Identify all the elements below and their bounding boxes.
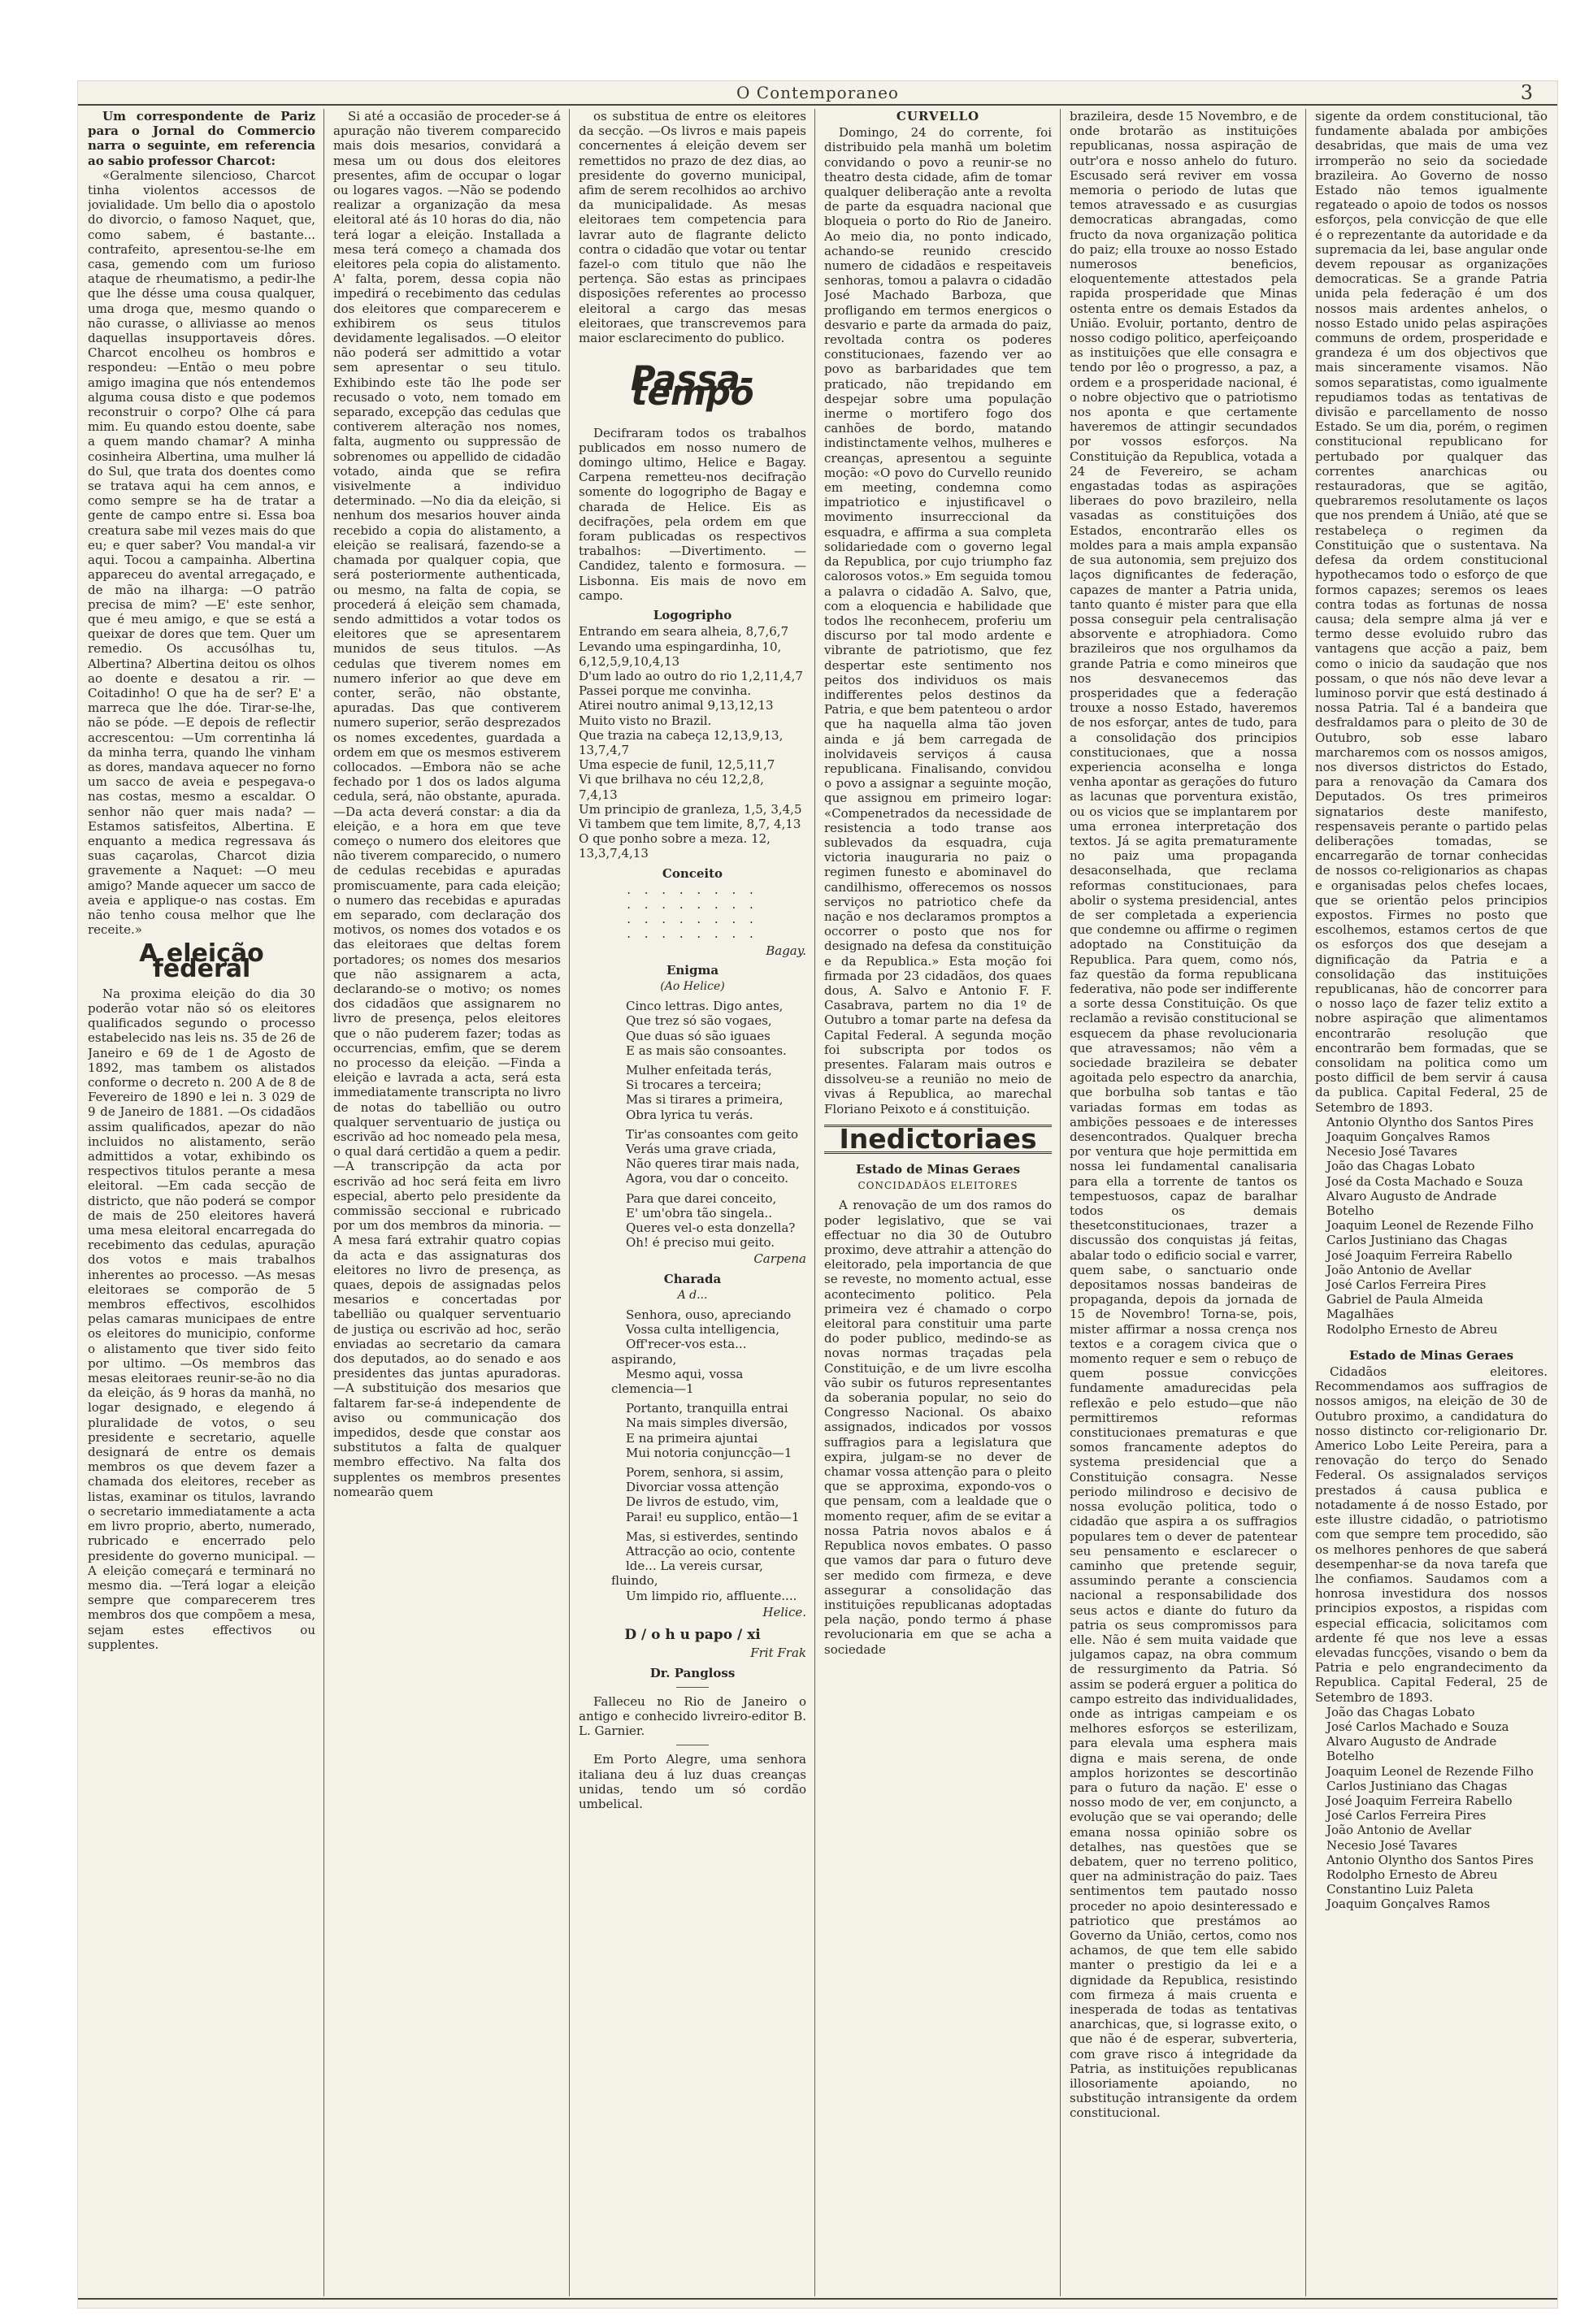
- signatory: João das Chagas Lobato: [1326, 1159, 1475, 1174]
- logogripho-title: Logogripho: [653, 608, 732, 623]
- pangloss-signature: Dr. Pangloss: [649, 1665, 736, 1680]
- charada-line: Parai! eu supplico, então—1: [626, 1509, 800, 1524]
- enigma-line: Mas si tirares a primeira,: [626, 1092, 784, 1108]
- column-1: [88, 109, 315, 2296]
- section-title-passa-tempo: Passa-tempo: [630, 358, 755, 414]
- signatory: Antonio Olyntho dos Santos Pires: [1326, 1114, 1534, 1129]
- logogripho-line: Entrando em seara alheia, 8,7,6,7: [579, 624, 789, 640]
- signatory: Rodolpho Ernesto de Abreu: [1326, 1867, 1498, 1882]
- passa-tempo-intro: Decifraram todos os trabalhos publicados em nosso numero de domingo ultimo, Helice e Bagay. Carpena remetteu-nos decifração somente do logogripho de Bagay e charada de Helice. Eis as decifrações, pela ordem em que foram publicadas os respectivos trabalhos: —Divertimento. —Candidez, talento e formosura. —Lisbonna. Eis mais de novo em campo.: [579, 425, 806, 603]
- enigma-line: E as mais são consoantes.: [626, 1043, 787, 1058]
- signatory: Constantino Luiz Paleta: [1326, 1882, 1474, 1897]
- signatory: José Joaquim Ferreira Rabello: [1326, 1793, 1513, 1808]
- column-6: [1315, 109, 1548, 2296]
- header-rule: [78, 104, 1557, 106]
- garnier-obituary: Falleceu no Rio de Janeiro o antigo e conhecido livreiro-editor B. L. Garnier.: [579, 1693, 806, 1739]
- logogripho-line: Vi que brilhava no céu 12,2,8, 7,4,13: [579, 772, 764, 802]
- column-2: [333, 109, 561, 2296]
- eleicao-federal-body: Na proxima eleição do dia 30 poderão votar não só os eleitores qualificados segundo o processo estabelecido nas leis ns. 35 de 26 de Janeiro e 69 de 1 de Agosto de 1892, mas tambem os alistados conforme o decreto n. 200 A de 8 de Fevereiro de 1890 e lei n. 3 029 de 9 de Janeiro de 1881. —Os cidadãos assim qualificados, apezar do não incluidos no alistamento, serão admittidos a votar, exhibindo os respectivos titulos perante a mesa eleitoral. —Em cada secção de districto, que não poderá se compor de mais de 250 eleitores haverá uma mesa eleitoral encarregada do recebimento das cedulas, apuração dos votos e mais trabalhos inherentes ao processo. —As mesas eleitoraes se comporão de 5 membros effectivos, escolhidos pelas camaras municipaes de entre os eleitores do municipio, conforme o alistamento que tiver sido feito por ultimo. —Os membros das mesas eleitoraes reunir-se-ão no dia da eleição, ás 9 horas da manhã, no logar designado, e elegendo á pluralidade de votos, o seu presidente e secretario, aquelle designará de entre os demais membros os que devem fazer a chamada dos eleitores, receber as listas, examinar os titulos, lavrando o secretario immediatamente a acta em livro proprio, aberto, numerado, rubricado e encerrado pelo presidente do governo municipal. —A eleição começará e terminará no mesmo dia. —Terá logar a eleição sempre que comparecerem tres membros dos que compõem a mesa, sejam estes effectivos ou supplentes.: [88, 986, 315, 1652]
- logogripho-line: Vi tambem que tem limite, 8,7, 4,13: [579, 816, 801, 831]
- charada-line: Off'recer-vos esta... aspirando,: [611, 1337, 747, 1367]
- enigma-line: Verás uma grave criada,: [626, 1142, 776, 1156]
- charada-line: Attracção ao ocio, contente: [626, 1544, 796, 1559]
- senate-candidacy-body: Cidadãos eleitores. Recommendamos aos suffragios de nossos amigos, na eleição de 30 de Outubro proximo, a candidatura do nosso distincto cor-religionario Dr. Americo Lobo Leite Pereira, para a renovação do terço do Senado Federal. Os assignalados serviços prestados á causa publica e notadamente á de nosso Estado, por este illustre cidadão, o patriotismo com que sempre tem procedido, são os melhores penhores de que saberá desempenhar-se da nova tarefa que lhe confiamos. Saudamos com a honrosa investidura dos nossos principios expostos, a rispidas com especial efficacia, solicitamos com ardente fé que nos leve a essas elevadas funcções, visando o bem da Patria e pelo engrandecimento da Republica. Capital Federal, 25 de Setembro de 1893.: [1315, 1364, 1548, 1705]
- enigma-subtitle: (Ao Helice): [660, 979, 725, 993]
- charcot-intro: Um correspondente de Pariz para o Jornal do Commercio narra o seguinte, em referencia ao sabio professor Charcot:: [88, 109, 315, 168]
- charada-line: Portanto, tranquilla entrai: [626, 1401, 788, 1416]
- conceito-signature: Bagay.: [766, 943, 806, 958]
- charada-line: Mesmo aqui, vossa clemencia—1: [611, 1366, 744, 1397]
- signatory: Necesio José Tavares: [1326, 1837, 1457, 1853]
- logogripho-lines: [579, 624, 806, 861]
- signatory: Joaquim Leonel de Rezende Filho: [1326, 1218, 1534, 1234]
- inedictoriaes-subtitle: Estado de Minas Geraes: [855, 1162, 1021, 1177]
- signatories-list-1: [1315, 1115, 1548, 1337]
- signatory: Joaquim Gonçalves Ramos: [1326, 1129, 1491, 1145]
- signatory: João Antonio de Avellar: [1326, 1262, 1472, 1277]
- signatory: João Antonio de Avellar: [1326, 1823, 1472, 1838]
- signatory: Gabriel de Paula Almeida Magalhães: [1326, 1292, 1483, 1322]
- charada-line: E na primeira ajuntai: [626, 1430, 758, 1446]
- charada-line: Um limpido rio, affluente....: [626, 1588, 797, 1603]
- column-3: [579, 109, 806, 2296]
- signatory: Carlos Justiniano das Chagas: [1326, 1233, 1508, 1248]
- conceito-dots: . . . . . . . . . . . . . . . . . . . . . . . . . . . . . . . .: [627, 882, 758, 942]
- logogripho-line: O que ponho sobre a meza. 12, 13,3,7,4,13: [579, 831, 771, 861]
- logogripho-line: Atirei noutro animal 9,13,12,13: [579, 698, 774, 713]
- signatory: Rodolpho Ernesto de Abreu: [1326, 1321, 1498, 1337]
- signatory: José Carlos Ferreira Pires: [1326, 1277, 1487, 1293]
- section-title-minas-geraes: Estado de Minas Geraes: [1348, 1347, 1514, 1363]
- enigma-line: Para que darei conceito,: [626, 1190, 777, 1206]
- charada-line: Vossa culta intelligencia,: [626, 1322, 779, 1338]
- separator: [676, 1687, 709, 1688]
- eleicao-conclusion: os substitua de entre os eleitores da secção. —Os livros e mais papeis concernentes á eleição devem ser remettidos no prazo de dez dias, ao presidente do governo municipal, afim de serem recolhidos ao archivo da municipalidade. As mesas eleitoraes tem competencia para lavrar auto de flagrante delicto contra o cidadão que votar ou tentar fazel-o com titulo que não lhe pertença. São estas as principaes disposições referentes ao processo eleitoral a cargo das mesas eleitoraes, que transcrevemos para maior esclarecimento do publico.: [579, 109, 806, 346]
- logogripho-line: Passei porque me convinha.: [579, 683, 752, 699]
- signatory: José Joaquim Ferreira Rabello: [1326, 1247, 1513, 1263]
- enigma-line: Que duas só são iguaes: [626, 1028, 771, 1043]
- column-rule-2: [569, 109, 570, 2296]
- column-rule-1: [323, 109, 324, 2296]
- picture-puzzle: D / o h u papo / xi: [624, 1627, 761, 1644]
- signatory: João das Chagas Lobato: [1326, 1704, 1475, 1719]
- enigma-line: Obra lyrica tu verás.: [626, 1107, 753, 1122]
- logogripho-line: D'um lado ao outro do rio 1,2,11,4,7: [579, 668, 803, 683]
- signatory: Joaquim Gonçalves Ramos: [1326, 1897, 1491, 1912]
- charada-line: Senhora, ouso, apreciando: [626, 1307, 792, 1323]
- article-title-curvello: CURVELLO: [896, 109, 980, 124]
- charada-line: Mui notoria conjuncção—1: [626, 1445, 792, 1460]
- enigma-title: Enigma: [666, 962, 719, 978]
- signatories-list-2: [1315, 1705, 1548, 1912]
- charcot-story: «Geralmente silencioso, Charcot tinha violentos accessos de jovialidade. Um bello dia o apostolo do divorcio, o famoso Naquet, que, como sabem, é bastante... contrafeito, apresentou-se-lhe em casa, gemendo com um furioso ataque de rheumatismo, a pedir-lhe que lhe désse uma cousa qualquer, uma droga que, mesmo quando o não curasse, o alliviasse ao menos daquellas insupportaveis dôres. Charcot encolheu os hombros e respondeu: —Então o meu pobre amigo imagina que nós entendemos alguma cousa disto e que podemos reconstruir o corpo? Olhe cá para mim. Eu quando estou doente, sabe a quem mando chamar? A minha cosinheira Albertina, uma mulher lá do Sul, que trata dos doentes como se tratava aqui ha cem annos, e como sempre se ha de tratar a gente de campo entre si. Essa boa creatura sabe mil vezes mais do que eu; e quer saber? Vou mandal-a vir aqui. Tocou a campainha. Albertina appareceu do avental arregaçado, e de mão na ilharga: —O patrão precisa de mim? —E' este senhor, que é meu amigo, e que se está a queixar de dores que tem. Quer um remedio. Os accusólhas tu, Albertina? Albertina deitou os olhos ao doente e desatou a rir. —Coitadinho! O que ha de ser? E' a marreca que lhe dóe. Tirar-se-lhe, não se póde. —E depois de reflectir accrescentou: —Um correntinha lá da minha terra, quando lhe vinham as dores, mandava aquecer no forno um sacco de aveia e pespegava-o nas costas, mesmo a escaldar. O senhor não quer mais nada? —Estamos satisfeitos, Albertina. E enquanto a medica regressava ás suas caçarolas, Charcot dizia gravemente a Naquet: —O meu amigo? Mande aquecer um sacco de aveia e applique-o nas costas. Em não tenho cousa melhor que lhe receite.»: [88, 167, 315, 938]
- signatory: Carlos Justiniano das Chagas: [1326, 1778, 1508, 1793]
- signatory: Alvaro Augusto de Andrade Botelho: [1326, 1188, 1497, 1219]
- column-5: [1070, 109, 1297, 2296]
- signatory: Antonio Olyntho dos Santos Pires: [1326, 1852, 1534, 1867]
- enigma-line: Si trocares a terceira;: [626, 1077, 762, 1093]
- enigma-line: E' um'obra tão singela..: [626, 1205, 773, 1221]
- enigma-verses: [579, 999, 806, 1250]
- masthead-title: O Contemporaneo: [736, 83, 899, 102]
- newspaper-page: [78, 81, 1557, 2308]
- inedictoriaes-addressee: CONCIDADÃOS ELEITORES: [857, 1180, 1018, 1192]
- manifesto-continuation: brazileira, desde 15 Novembro, e de onde brotarão as instituições republicanas, nossa aspiração de outr'ora e nosso anhelo do futuro. Escusado será reviver em vossa memoria o periodo de lutas que temos atravessado e as cusurgias democraticas abrangadas, como fructo da nova organização politica do paiz; ella trouxe ao nosso Estado numerosos beneficios, eloquentemente attestados pela rapida prosperidade que Minas ostenta entre os demais Estados da União. Evoluir, portanto, dentro de nosso codigo politico, aperfeiçoando as instituições que elle consagra e tendo por lêo o progresso, a paz, a ordem e a prosperidade nacional, é o nobre objectivo que o patriotismo nos aponta e que certamente haveremos de attingir secundados por vossos esforços. Na Constituição da Republica, votada a 24 de Fevereiro, se acham engastadas todas as aspirações liberaes do povo brazileiro, nella vasadas as constituições dos Estados, encontrarão elles os moldes para a mais ampla expansão de sua autonomia, sem prejuizo dos laços dignificantes de federação, capazes de manter a Patria unida, tanto quanto é mister para que ella possa conseguir pela centralisação absorvente e atrophiadora. Como brazileiros que nos orgulhamos da grande Patria e como mineiros que nos desvanecemos das prosperidades que a federação trouxe a nosso Estado, haveremos de nos esforçar, antes de tudo, para a consolidação dos principios constitucionaes, que a nossa experiencia aconselha e longa venha apontar as gerações do futuro as lacunas que porventura existão, ou os vicios que se implantarem por uma erronea interpretação dos textos. Já se agita prematuramente no paiz uma propaganda desaconselhada, que reclama reformas constitucionaes, para abolir o systema presidencial, antes de ser completada a experiencia que condemne ou affirme o regimen adoptado na Constituição da Republica. Para quem, como nós, faz questão da forma republicana federativa, não pode ser indifferente a sorte dessa Constituição. Os que reclamão a revisão constitucional se esquecem da phase revolucionaria que atravessamos; não vêm a sociedade brazileira se debater agoitada pelo espectro da anarchia, que borbulha sob tantas e tão variadas formas em todas as ambições pessoaes e de interesses desencontrados. Qualquer brecha por ventura que hoje permittida em nossa lei fundamental canalisaria para ella a torrente de tantos os tempestuosos, capaz de baralhar todos os demais thesetconstitucionaes, trazer a discussão dos conquistas já feitas, abalar todo o edificio social e varrer, quem sabe, o sanctuario onde depositamos nossas bandeiras de propaganda, depois da jornada de 15 de Novembro! Torna-se, pois, mister affirmar a nossa crença nos textos e a coragem civica que o momento requer e sem o rebuço de quem possue convicções fundamente amadurecidas pela reflexão e pelo estudo—que não permittiremos reformas constitucionaes prematuras e que somos francamente adeptos do systema presidencial que a Constituição consagra. Nesse periodo milindroso e decisivo de nossa evolução politica, todo o cidadão que aspira a os suffragios populares tem o dever de patentear seu pensamento e esclarecer o caminho que pretende seguir, assumindo perante a consciencia nacional a responsabilidade dos seus actos e diante do futuro da patria os seus compromissos para elle. Não é sem muita vaidade que julgamos capaz, na obra commum de ressurgimento da Patria. Só assim se poderá erguer a politica do campo estreito das individualidades, onde as intrigas campeiam e os melhores esforços se esterilizam, para elevala uma esphera mais digna e mais serena, de onde amplos horizontes se descortinão para o futuro da nação. E' esse o nosso modo de ver, em conjuncto, a evolução que se vai operando; delle emana nossa opinião sobre os detalhes, nas questões que se debatem, quer no terreno politico, quer na administração do paiz. Taes sentimentos tem pautado nosso proceder no apoio desinteressado e patriotico que prestámos ao Governo da União, certos, como nos achamos, de que tem elle sabido manter o prestigio da lei e a dignidade da Republica, resistindo com firmeza á mais cruenta e inesperada de todas as tentativas anarchicas, que, si lograsse exito, o que não é de esperar, subverteria, com grave risco á integridade da Patria, as instituições republicanas illosoriamente apoiando, no substitução intransigente da ordem constitucional.: [1070, 109, 1297, 2121]
- enigma-line: Não queres tirar mais nada,: [626, 1156, 800, 1172]
- enigma-line: Que trez só são vogaes,: [626, 1013, 772, 1029]
- column-rule-5: [1305, 109, 1306, 2296]
- logogripho-line: Um principio de granleza, 1,5, 3,4,5: [579, 801, 802, 817]
- section-title-inedictoriaes: Inedictoriaes: [824, 1125, 1052, 1154]
- charada-subtitle: A d...: [677, 1288, 708, 1302]
- enigma-signature: Carpena: [753, 1251, 806, 1267]
- signatory: Necesio José Tavares: [1326, 1144, 1457, 1160]
- charada-verses: [579, 1307, 806, 1603]
- enigma-line: Queres vel-o esta donzella?: [626, 1221, 796, 1236]
- charada-signature: Helice.: [762, 1604, 806, 1619]
- porto-alegre-note: Em Porto Alegre, uma senhora italiana deu á luz duas creanças unidas, tendo um só cordão umbelical.: [579, 1752, 806, 1811]
- signatory: José Carlos Ferreira Pires: [1326, 1808, 1487, 1823]
- signatory: José Carlos Machado e Souza: [1326, 1719, 1509, 1734]
- logogripho-line: Que trazia na cabeça 12,13,9,13, 13,7,4,7: [579, 727, 784, 757]
- page-number: 3: [1520, 81, 1533, 104]
- charada-title: Charada: [663, 1271, 722, 1286]
- enigma-line: Mulher enfeitada terás,: [626, 1062, 772, 1077]
- charada-line: lde... La vereis cursar, fluindo,: [611, 1559, 763, 1589]
- article-title-eleicao-federal: A eleição federal: [139, 939, 264, 983]
- logogripho-line: Uma especie de funil, 12,5,11,7: [579, 757, 775, 773]
- signatory: Joaquim Leonel de Rezende Filho: [1326, 1763, 1534, 1779]
- logogripho-line: Muito visto no Brazil.: [579, 713, 712, 728]
- enigma-line: Agora, vou dar o conceito.: [626, 1171, 789, 1186]
- footer-rule: [78, 2298, 1557, 2300]
- manifesto-body: A renovação de um dos ramos do poder legislativo, que se vai effectuar no dia 30 de Outubro proximo, deve attrahir a attenção do eleitorado, pela importancia de que se reveste, no momento actual, esse acontecimento politico. Pela primeira vez é chamado o corpo eleitoral para constituir uma parte do poder publico, medindo-se as novas normas traçadas pela Constituição, e de um livre escolha vão subir os futuros representantes da soberania popular, no seio do Congresso Nacional. Os abaixo assignados, indicados por vossos suffragios para a legislatura que expira, julgam-se no dever de chamar vossa attenção para o pleito que se approxima, expondo-vos o que pensam, com a lealdade que o momento requer, afim de se evitar a nossa Patria novos abalos e á Republica novos embates. O passo que vamos dar para o futuro deve ser medido com firmeza, e deve assegurar a consolidação das instituições republicanas adoptadas pela nação, pondo termo á phase revolucionaria em que se acha a sociedade: [824, 1198, 1052, 1657]
- column-rule-3: [814, 109, 815, 2296]
- curvello-body: Domingo, 24 do corrente, foi distribuido pela manhã um boletim convidando o povo a reunir-se no theatro desta cidade, afim de tomar qualquer deliberação ante a revolta de parte da esquadra nacional que bloqueia o porto do Rio de Janeiro. Ao meio dia, no ponto indicado, achando-se reunido crescido numero de cidadãos e respeitaveis senhoras, tomou a palavra o cidadão José Machado Barboza, que profligando em termos energicos o desvario e parte da armada do paiz, revoltada contra os poderes constitucionaes, fazendo ver ao povo as barbaridades que tem praticado, não trepidando em despejar sobre uma população inerme o mortifero fogo dos canhões de bordo, matando indistinctamente velhos, mulheres e creanças, apresentou a seguinte moção: «O povo do Curvello reunido em meeting, condemna como impatriotico e injustificavel o movimento insurreccional da esquadra, e affirma a sua completa solidariedade com o governo legal da Republica, por cujo triumpho faz calorosos votos.» Em seguida tomou a palavra o cidadão A. Salvo, que, com a eloquencia e habilidade que todos lhe reconhecem, proferiu um discurso por tal modo ardente e vibrante de patriotismo, que fez despertar este sentimento nos peitos dos individuos os mais indifferentes pelos destinos da Patria, e que bem patenteou o ardor que ha naquella alma tão joven ainda e já bem carregada de inolvidaveis serviços á causa republicana. Finalisando, convidou o povo a assignar a seguinte moção, que assignou em primeiro logar: «Compenetrados da necessidade de resistencia a todo transe aos sublevados da esquadra, cuja victoria inauguraria no paiz o regimen funesto e abominavel do candilhismo, offerecemos os nossos serviços no patriotico chefe da nação e nos declaramos promptos a occorrer o posto que nos for designado na defesa da constituição e da Republica.» Esta moção foi firmada por 23 cidadãos, dos quaes dous, A. Salvo e Antonio F. F. Casabrava, partem no dia 1º de Outubro a tomar parte na defesa da Capital Federal. A segunda moção foi subscripta por todos os presentes. Falaram mais outros e dissolveu-se a reunião no meio de vivas á Republica, ao marechal Floriano Peixoto e á constituição.: [824, 125, 1052, 1116]
- charada-line: Na mais simples diversão,: [626, 1416, 788, 1431]
- charada-line: Porem, senhora, si assim,: [626, 1465, 784, 1481]
- manifesto-conclusion: sigente da ordem constitucional, tão fundamente abalada por ambições desabridas, que mais de uma vez irromperão no seio da sociedade brazileira. Ao Governo de nosso Estado não temos igualmente regateado o apoio de todos os nossos esforços, pela convicção de que elle é o reprezentante da autoridade e da supremacia da lei, base angular onde devem repousar as organizações democraticas. Se a grande Patria unida pela federação é um dos nossos mais ardentes anhelos, o nosso Estado unido pelas aspirações communs de ordem, prosperidade e grandeza é um dos objectivos que mais sinceramente visamos. Não somos separatistas, como igualmente repudiamos todas as tentativas de divisão e parcellamento de nosso Estado. Se um dia, porém, o regimen constitucional republicano for pertubado por qualquer das correntes anarchicas ou restauradoras, que se agitão, quebraremos resolutamente os laços que nos prendem á União, até que se restabeleça o regimen da Constituição que o sustentava. Na defesa da ordem constitucional hypothecamos todo o esforço de que formos capazes; seremos os leaes contra todas as fortunas de nossa causa; dela sempre alma já ver e termo desse evoluido rubro das vantagens que acção a paiz, bem como o inicio da saudação que nos possam, o que nós não deve levar a luminoso porvir que está destinado á nossa Patria. Tal é a bandeira que desfraldamos para o pleito de 30 de Outubro, sob esse labaro marcharemos com os nossos amigos, nos diversos districtos do Estado, para a renovação da Camara dos Deputados. Os tres primeiros signatarios deste manifesto, respensaveis perante o partido pelas deliberações tomadas, se encarregarão de tornar conhecidas de nossos co-religionarios as chapas e organisadas pelos chefes locaes, que se orientão pelos principios expostos. Firmes no posto que escolhemos, estamos certos de que os esforços dos que desejam a dignificação da Patria e a consolidação das instituições republicanas, hão de concorrer para o nosso laço de fazer teliz extito a nobre aspiração que alimentamos encontrarão resolução que encontrarão bem formadas, que se consolidam na politica como um posto difficil de bem servir á causa da publica. Capital Federal, 25 de Setembro de 1893.: [1315, 109, 1548, 1115]
- charada-line: De livros de estudo, vim,: [626, 1494, 779, 1510]
- enigma-line: Oh! é preciso mui geito.: [626, 1235, 775, 1251]
- eleicao-continuation: Si até a occasião de proceder-se á apuração não tiverem comparecido mais dois mesarios, convidará a mesa um ou dous dos eleitores presentes, afim de occupar o logar ou logares vagos. —Não se podendo realizar a organização da mesa eleitoral até ás 10 horas do dia, não terá logar a eleição. Installada a mesa terá começo a chamada dos eleitores pela copia do alistamento. A' falta, porem, dessa copia não impedirá o recebimento das cedulas dos eleitores que comparecerem e exhibirem os seus titulos devidamente legalisados. —O eleitor não poderá ser admittido a votar sem apresentar o seu titulo. Exhibindo este tão lhe pode ser recusado o voto, nem tomado em separado, excepção das cedulas que contiverem alteração nos nomes, falta, augmento ou suppressão de sobrenomes ou appellido de cidadão votado, ainda que se refira visivelmente a individuo determinado. —No dia da eleição, si nenhum dos mesarios houver ainda recebido a copia do alistamento, a eleição se realisará, fazendo-se a chamada por qualquer copia, que será posteriormente authenticada, ou mesmo, na falta de copia, se procederá á eleição sem chamada, sendo admittidos a votar todos os eleitores que se apresentarem munidos de seus titulos. —As cedulas que tiverem nomes em numero inferior ao que deve em conter, serão, não obstante, apuradas. Das que contiverem numero superior, serão desprezados os nomes excedentes, guardada a ordem em que os mesmos estiverem collocados. —Embora não se ache fechado por 1 dos os lados alguma cedula, será, não obstante, apurada. —Da acta deverá constar: a dia da eleição, e a hora em que teve começo o numero dos eleitores que não tiverem comparecido, o numero de cedulas recebidas e apuradas promiscuamente, para cada eleição; o numero das recebidas e apuradas em separado, com declaração dos motivos, os nomes dos votados e os das eleitoraes que deltas forem portadores; os nomes dos mesarios que não assignarem a acta, declarando-se o motivo; os nomes dos cidadãos que assignarem no livro de presença, pelos eleitores que o não puderem fazer; todas as occurrencias, emfim, que se derem no processo da eleição. —Finda a eleição e lavrada a acta, será esta immediatamente transcripta no livro de notas do tabellião ou outro qualquer serventuario de justiça ou escrivão ad hoc nomeado pela mesa, o qual dará certidão a quem a pedir. —A transcripção da acta por escrivão ad hoc será feita em livro especial, aberto pelo presidente da commissão seccional e rubricado por um dos membros da minoria. —A mesa fará extrahir quatro copias da acta e das assignaturas dos eleitores no livro de presença, as quaes, depois de assignadas pelos mesarios e concertadas por tabellião ou qualquer serventuario de justiça ou escrivão ad hoc, serão enviadas ao secretario da camara dos deputados, ao do senado e aos presidentes das juntas apuradoras. —A substituição dos mesarios que faltarem far-se-á independente de aviso ou communicação dos impedidos, desde que constar aos substitutos a falta de qualquer membro effectivo. Na falta dos supplentes os membros presentes nomearão quem: [333, 109, 561, 1499]
- charada-line: Divorciar vossa attenção: [626, 1480, 779, 1495]
- charada-line: Mas, si estiverdes, sentindo: [626, 1528, 798, 1544]
- logogripho-line: Levando uma espingardinha, 10, 6,12,5,9,10,4,13: [579, 639, 782, 669]
- enigma-line: Cinco lettras. Digo antes,: [626, 999, 784, 1014]
- signatory: Alvaro Augusto de Andrade Botelho: [1326, 1734, 1497, 1764]
- column-4: [824, 109, 1052, 2296]
- signatory: José da Costa Machado e Souza: [1326, 1173, 1523, 1189]
- enigma-line: Tir'as consoantes com geito: [626, 1126, 799, 1142]
- conceito-title: Conceito: [662, 865, 723, 881]
- column-rule-4: [1060, 109, 1061, 2296]
- puzzle-signature: Frit Frak: [750, 1645, 806, 1661]
- page-header: [78, 81, 1557, 106]
